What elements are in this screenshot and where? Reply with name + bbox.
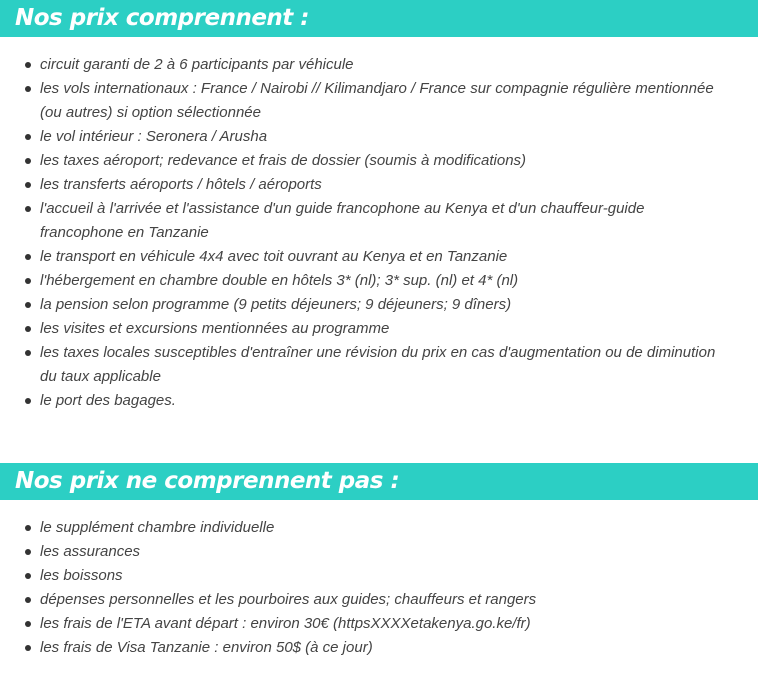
excluded-items-list xyxy=(0,516,758,660)
list-item: les assurances xyxy=(0,540,758,564)
list-item: le vol intérieur : Seronera / Arusha xyxy=(0,125,758,149)
list-item: le port des bagages. xyxy=(0,389,758,413)
list-item: les frais de l'ETA avant départ : environ 30€ (httpsXXXXetakenya.go.ke/fr) xyxy=(0,612,758,636)
list-item: les transferts aéroports / hôtels / aéroports xyxy=(0,173,758,197)
list-item: les taxes locales susceptibles d'entraîner une révision du prix en cas d'augmentation ou de diminution du taux applicable xyxy=(0,341,758,389)
list-item: les boissons xyxy=(0,564,758,588)
excluded-section-heading: Nos prix ne comprennent pas : xyxy=(0,463,758,500)
list-item: le supplément chambre individuelle xyxy=(0,516,758,540)
included-items-list xyxy=(0,53,758,413)
list-item: la pension selon programme (9 petits déjeuners; 9 déjeuners; 9 dîners) xyxy=(0,293,758,317)
list-item: les visites et excursions mentionnées au programme xyxy=(0,317,758,341)
list-item: les vols internationaux : France / Nairobi // Kilimandjaro / France sur compagnie régulière mentionnée (ou autres) si option sélectionnée xyxy=(0,77,758,125)
list-item: les taxes aéroport; redevance et frais de dossier (soumis à modifications) xyxy=(0,149,758,173)
list-item: l'accueil à l'arrivée et l'assistance d'un guide francophone au Kenya et d'un chauffeur-guide francophone en Tanzanie xyxy=(0,197,758,245)
included-section-heading: Nos prix comprennent : xyxy=(0,0,758,37)
list-item: l'hébergement en chambre double en hôtels 3* (nl); 3* sup. (nl) et 4* (nl) xyxy=(0,269,758,293)
list-item: dépenses personnelles et les pourboires aux guides; chauffeurs et rangers xyxy=(0,588,758,612)
list-item: circuit garanti de 2 à 6 participants par véhicule xyxy=(0,53,758,77)
list-item: les frais de Visa Tanzanie : environ 50$ (à ce jour) xyxy=(0,636,758,660)
list-item: le transport en véhicule 4x4 avec toit ouvrant au Kenya et en Tanzanie xyxy=(0,245,758,269)
